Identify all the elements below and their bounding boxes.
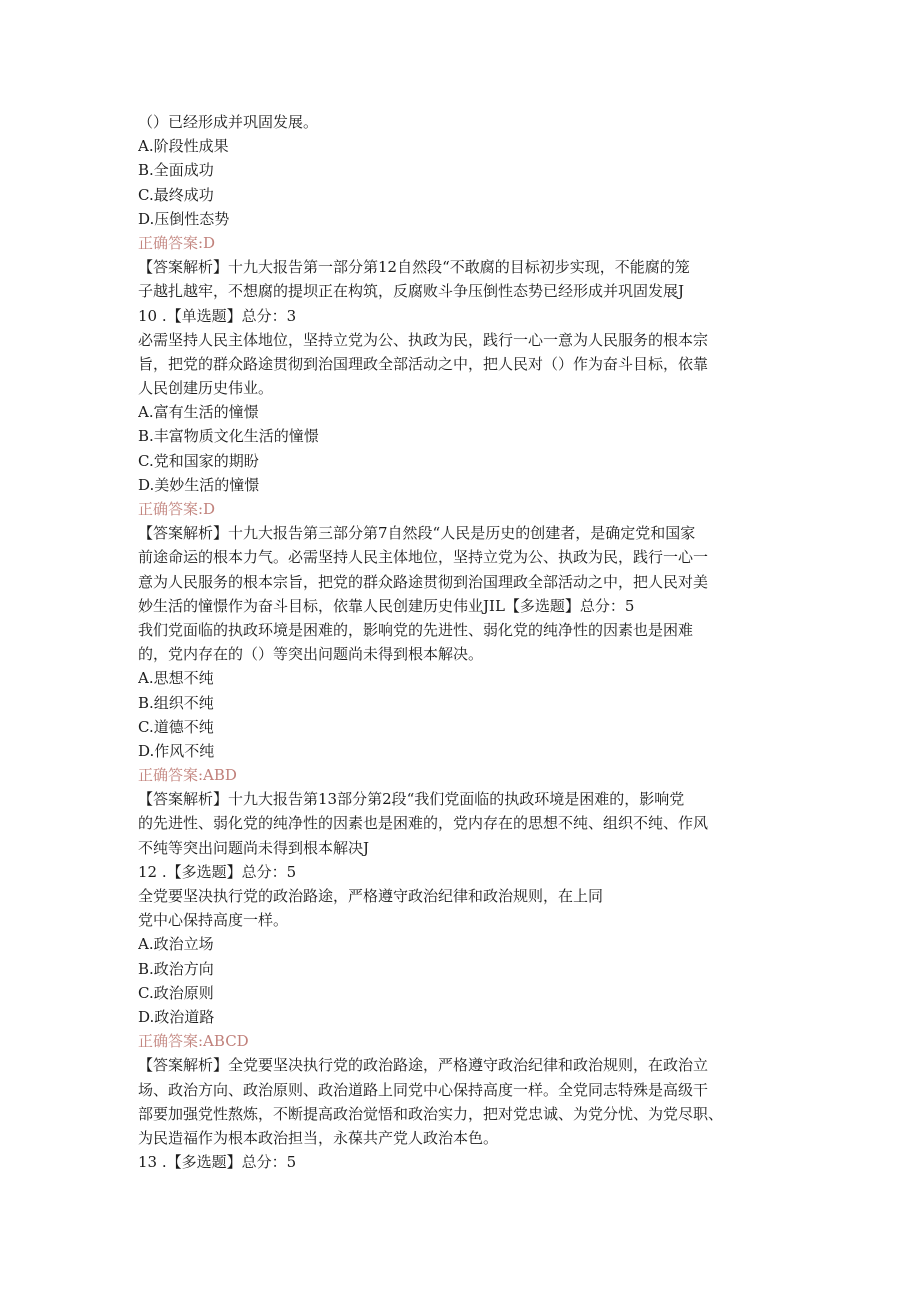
exam-document	[138, 110, 788, 1174]
option-line: C.党和国家的期盼	[138, 451, 259, 470]
option-line: A.富有生活的憧憬	[138, 403, 259, 422]
question-stem-line: 必需坚持人民主体地位，坚持立党为公、执政为民，践行一心一意为人民服务的根本宗	[138, 330, 709, 349]
question-stem-line: 人民创建历史伟业。	[138, 379, 274, 398]
option-line: D.压倒性态势	[138, 209, 230, 228]
question-header-line: 10 .【单选题】总分：3	[138, 306, 297, 325]
question-stem-line: 党中心保持高度一样。	[138, 911, 289, 930]
question-stem-line: 我们党面临的执政环境是困难的，影响党的先进性、弱化党的纯净性的因素也是困难	[138, 620, 694, 639]
correct-answer-line: 正确答案:D	[138, 500, 216, 518]
document-lines	[138, 110, 788, 1174]
question-stem-line: 的，党内存在的（）等突出问题尚未得到根本解决。	[138, 645, 484, 664]
answer-analysis-line: 的先进性、弱化党的纯净性的因素也是困难的，党内存在的思想不纯、组织不纯、作风	[138, 814, 709, 833]
option-line: B.政治方向	[138, 959, 214, 978]
option-line: B.组织不纯	[138, 693, 214, 712]
question-stem-line: 全党要坚决执行党的政治路途，严格遵守政治纪律和政治规则，在上同	[138, 887, 604, 905]
question-stem-line: 旨，把党的群众路途贯彻到治国理政全部活动之中，把人民对（）作为奋斗目标，依靠	[138, 354, 709, 373]
answer-analysis-line: 子越扎越牢，不想腐的提坝正在构筑，反腐败斗争压倒性态势已经形成并巩固发展J	[138, 282, 685, 301]
answer-analysis-line: 妙生活的憧憬作为奋斗目标，依靠人民创建历史伟业JIL【多选题】总分：5	[138, 596, 635, 615]
question-header-line: 12 .【多选题】总分：5	[138, 862, 297, 881]
answer-analysis-line: 【答案解析】十九大报告第一部分第12自然段“不敢腐的目标初步实现，不能腐的笼	[138, 258, 690, 277]
answer-analysis-line: 【答案解析】十九大报告第13部分第2段“我们党面临的执政环境是困难的，影响党	[138, 790, 685, 809]
correct-answer-line: 正确答案:ABCD	[138, 1032, 249, 1051]
correct-answer-line: 正确答案:ABD	[138, 766, 237, 785]
answer-analysis-line: 不纯等突出问题尚未得到根本解决J	[138, 838, 370, 857]
option-line: D.美妙生活的憧憬	[138, 475, 260, 494]
answer-analysis-line: 意为人民服务的根本宗旨，把党的群众路途贯彻到治国理政全部活动之中，把人民对美	[138, 572, 709, 591]
option-line: B.丰富物质文化生活的憧憬	[138, 427, 319, 446]
option-line: A.阶段性成果	[138, 137, 229, 156]
option-line: C.最终成功	[138, 185, 214, 204]
option-line: A.思想不纯	[138, 669, 214, 688]
question-stem-line: （）已经形成并巩固发展。	[138, 113, 319, 131]
question-header-line: 13 .【多选题】总分：5	[138, 1153, 297, 1172]
answer-analysis-line: 前途命运的根本力气。必需坚持人民主体地位，坚持立党为公、执政为民，践行一心一	[138, 548, 709, 567]
option-line: A.政治立场	[138, 935, 214, 954]
answer-analysis-line: 部要加强党性熬炼，不断提高政治觉悟和政治实力，把对党忠诚、为党分忧、为党尽职、	[138, 1104, 724, 1123]
option-line: C.政治原则	[138, 983, 214, 1002]
option-line: C.道德不纯	[138, 717, 214, 736]
option-line: B.全面成功	[138, 161, 214, 180]
option-line: D.政治道路	[138, 1007, 215, 1026]
answer-analysis-line: 【答案解析】十九大报告第三部分第7自然段“人民是历史的创建者，是确定党和国家	[138, 524, 696, 543]
option-line: D.作风不纯	[138, 741, 215, 760]
correct-answer-line: 正确答案:D	[138, 233, 216, 252]
answer-analysis-line: 【答案解析】全党要坚决执行党的政治路途，严格遵守政治纪律和政治规则，在政治立	[138, 1056, 709, 1075]
answer-analysis-line: 场、政治方向、政治原则、政治道路上同党中心保持高度一样。全党同志特殊是高级干	[138, 1080, 709, 1099]
answer-analysis-line: 为民造福作为根本政治担当，永葆共产党人政治本色。	[138, 1128, 499, 1147]
